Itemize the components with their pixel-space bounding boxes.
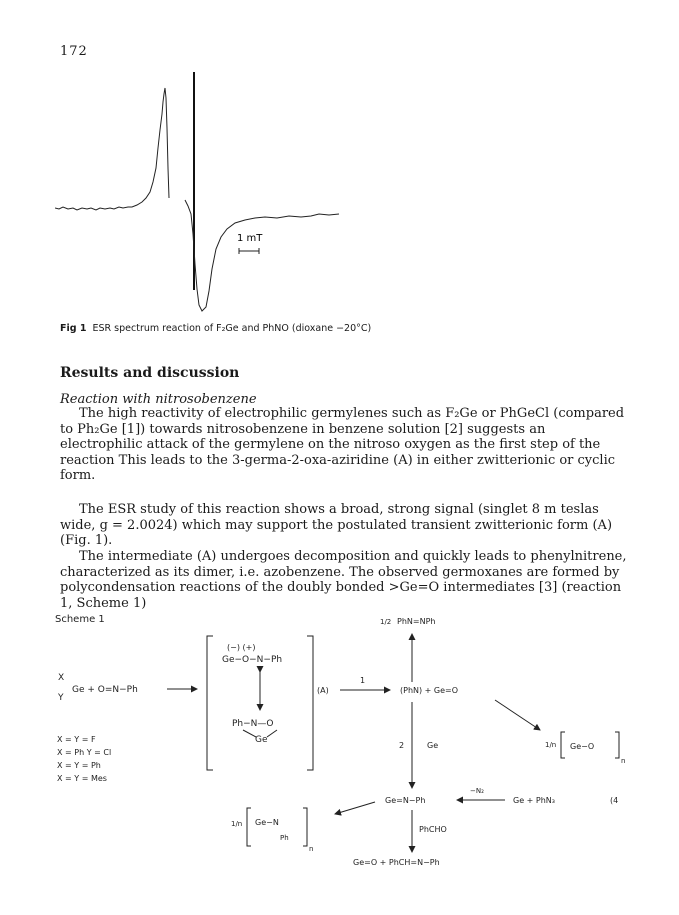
germoxane-coefficient: 1/n bbox=[545, 741, 557, 749]
substituent-4: X = Y = Mes bbox=[57, 774, 107, 783]
reaction-4-label: (4 bbox=[610, 796, 619, 805]
polymer-n: n bbox=[309, 845, 314, 853]
page-number: 172 bbox=[60, 44, 88, 59]
step-1-label: 1 bbox=[360, 676, 366, 685]
label-a: (A) bbox=[317, 686, 329, 695]
polymer-coefficient: 1/n bbox=[231, 820, 243, 828]
polymer-phenyl: Ph bbox=[280, 834, 289, 842]
ge-reagent: Ge bbox=[427, 741, 439, 750]
paragraph-text: The high reactivity of electrophilic germylenes such as F₂Ge or PhGeCl (compared to Ph₂Ge [1]) towards nitrosobenzene in benzene solution [2] suggests an electrophilic attack of the germylene on the nitroso oxygen as the first step of the reaction This leads to the 3-germa-2-oxa-aziridine (A) in either zwitterionic or cyclic form. bbox=[60, 406, 625, 484]
esr-negative-peak bbox=[185, 200, 339, 311]
polymer-unit: Ge−N bbox=[255, 818, 279, 827]
zwitterion-form: Ge−O−N−Ph bbox=[222, 655, 283, 665]
final-products: Ge=O + PhCH=N−Ph bbox=[353, 858, 440, 867]
scheme-title: Scheme 1 bbox=[55, 614, 105, 625]
subsection-heading: Reaction with nitrosobenzene bbox=[60, 392, 257, 407]
germoxane-unit: Ge−O bbox=[570, 742, 595, 751]
figure-caption-label: Fig 1 bbox=[60, 323, 87, 334]
scale-label: 1 mT bbox=[237, 233, 263, 244]
cyclic-form-top: Ph−N—O bbox=[232, 719, 274, 729]
bracket-left bbox=[207, 636, 213, 770]
step-2-label: 2 bbox=[399, 741, 405, 750]
reaction-scheme bbox=[55, 610, 665, 870]
figure-caption bbox=[60, 323, 371, 334]
cyclic-form-ge: Ge bbox=[255, 735, 268, 745]
esr-spectrum-figure bbox=[55, 60, 345, 320]
nitrene-mix: (PhN) + Ge=O bbox=[400, 686, 459, 695]
substituent-3: X = Y = Ph bbox=[57, 761, 101, 770]
reactant-x: X bbox=[58, 673, 65, 683]
reactant-main: Ge + O=N−Ph bbox=[72, 685, 138, 695]
paragraph-text: The ESR study of this reaction shows a broad, strong signal (singlet 8 m teslas wide, g = 2.0024) which may support the postulated transient zwitterionic form (A) (Fig. 1). bbox=[60, 502, 613, 549]
substituent-2: X = Ph Y = Cl bbox=[57, 748, 112, 757]
esr-baseline-left bbox=[55, 88, 169, 210]
germoxane-n: n bbox=[621, 757, 626, 765]
paragraph-3 bbox=[60, 549, 630, 611]
paragraph-1 bbox=[60, 406, 630, 484]
figure-caption-text: ESR spectrum reaction of F₂Ge and PhNO (dioxane −20°C) bbox=[92, 323, 372, 334]
germanimine: Ge=N−Ph bbox=[385, 796, 426, 805]
reactant-y: Y bbox=[58, 693, 64, 703]
azobenzene: PhN=NPh bbox=[397, 617, 436, 626]
polymer-bracket bbox=[247, 808, 307, 846]
half-coefficient: 1/2 bbox=[380, 618, 392, 626]
benzaldehyde: PhCHO bbox=[419, 825, 447, 834]
paragraph-text: The intermediate (A) undergoes decomposition and quickly leads to phenylnitrene, characterized as its dimer, i.e. azobenzene. The observed germoxanes are formed by polycondensation reactions of the doubly bonded >Ge=O intermediates [3] (reaction 1, Scheme 1) bbox=[60, 549, 627, 611]
section-heading: Results and discussion bbox=[60, 365, 240, 381]
minus-n2: −N₂ bbox=[470, 787, 484, 795]
azide-reagents: Ge + PhN₃ bbox=[513, 796, 555, 805]
substituent-1: X = Y = F bbox=[57, 735, 96, 744]
zwitterion-charges: (−) (+) bbox=[227, 643, 256, 652]
bracket-right bbox=[307, 636, 313, 770]
paragraph-2 bbox=[60, 502, 630, 549]
